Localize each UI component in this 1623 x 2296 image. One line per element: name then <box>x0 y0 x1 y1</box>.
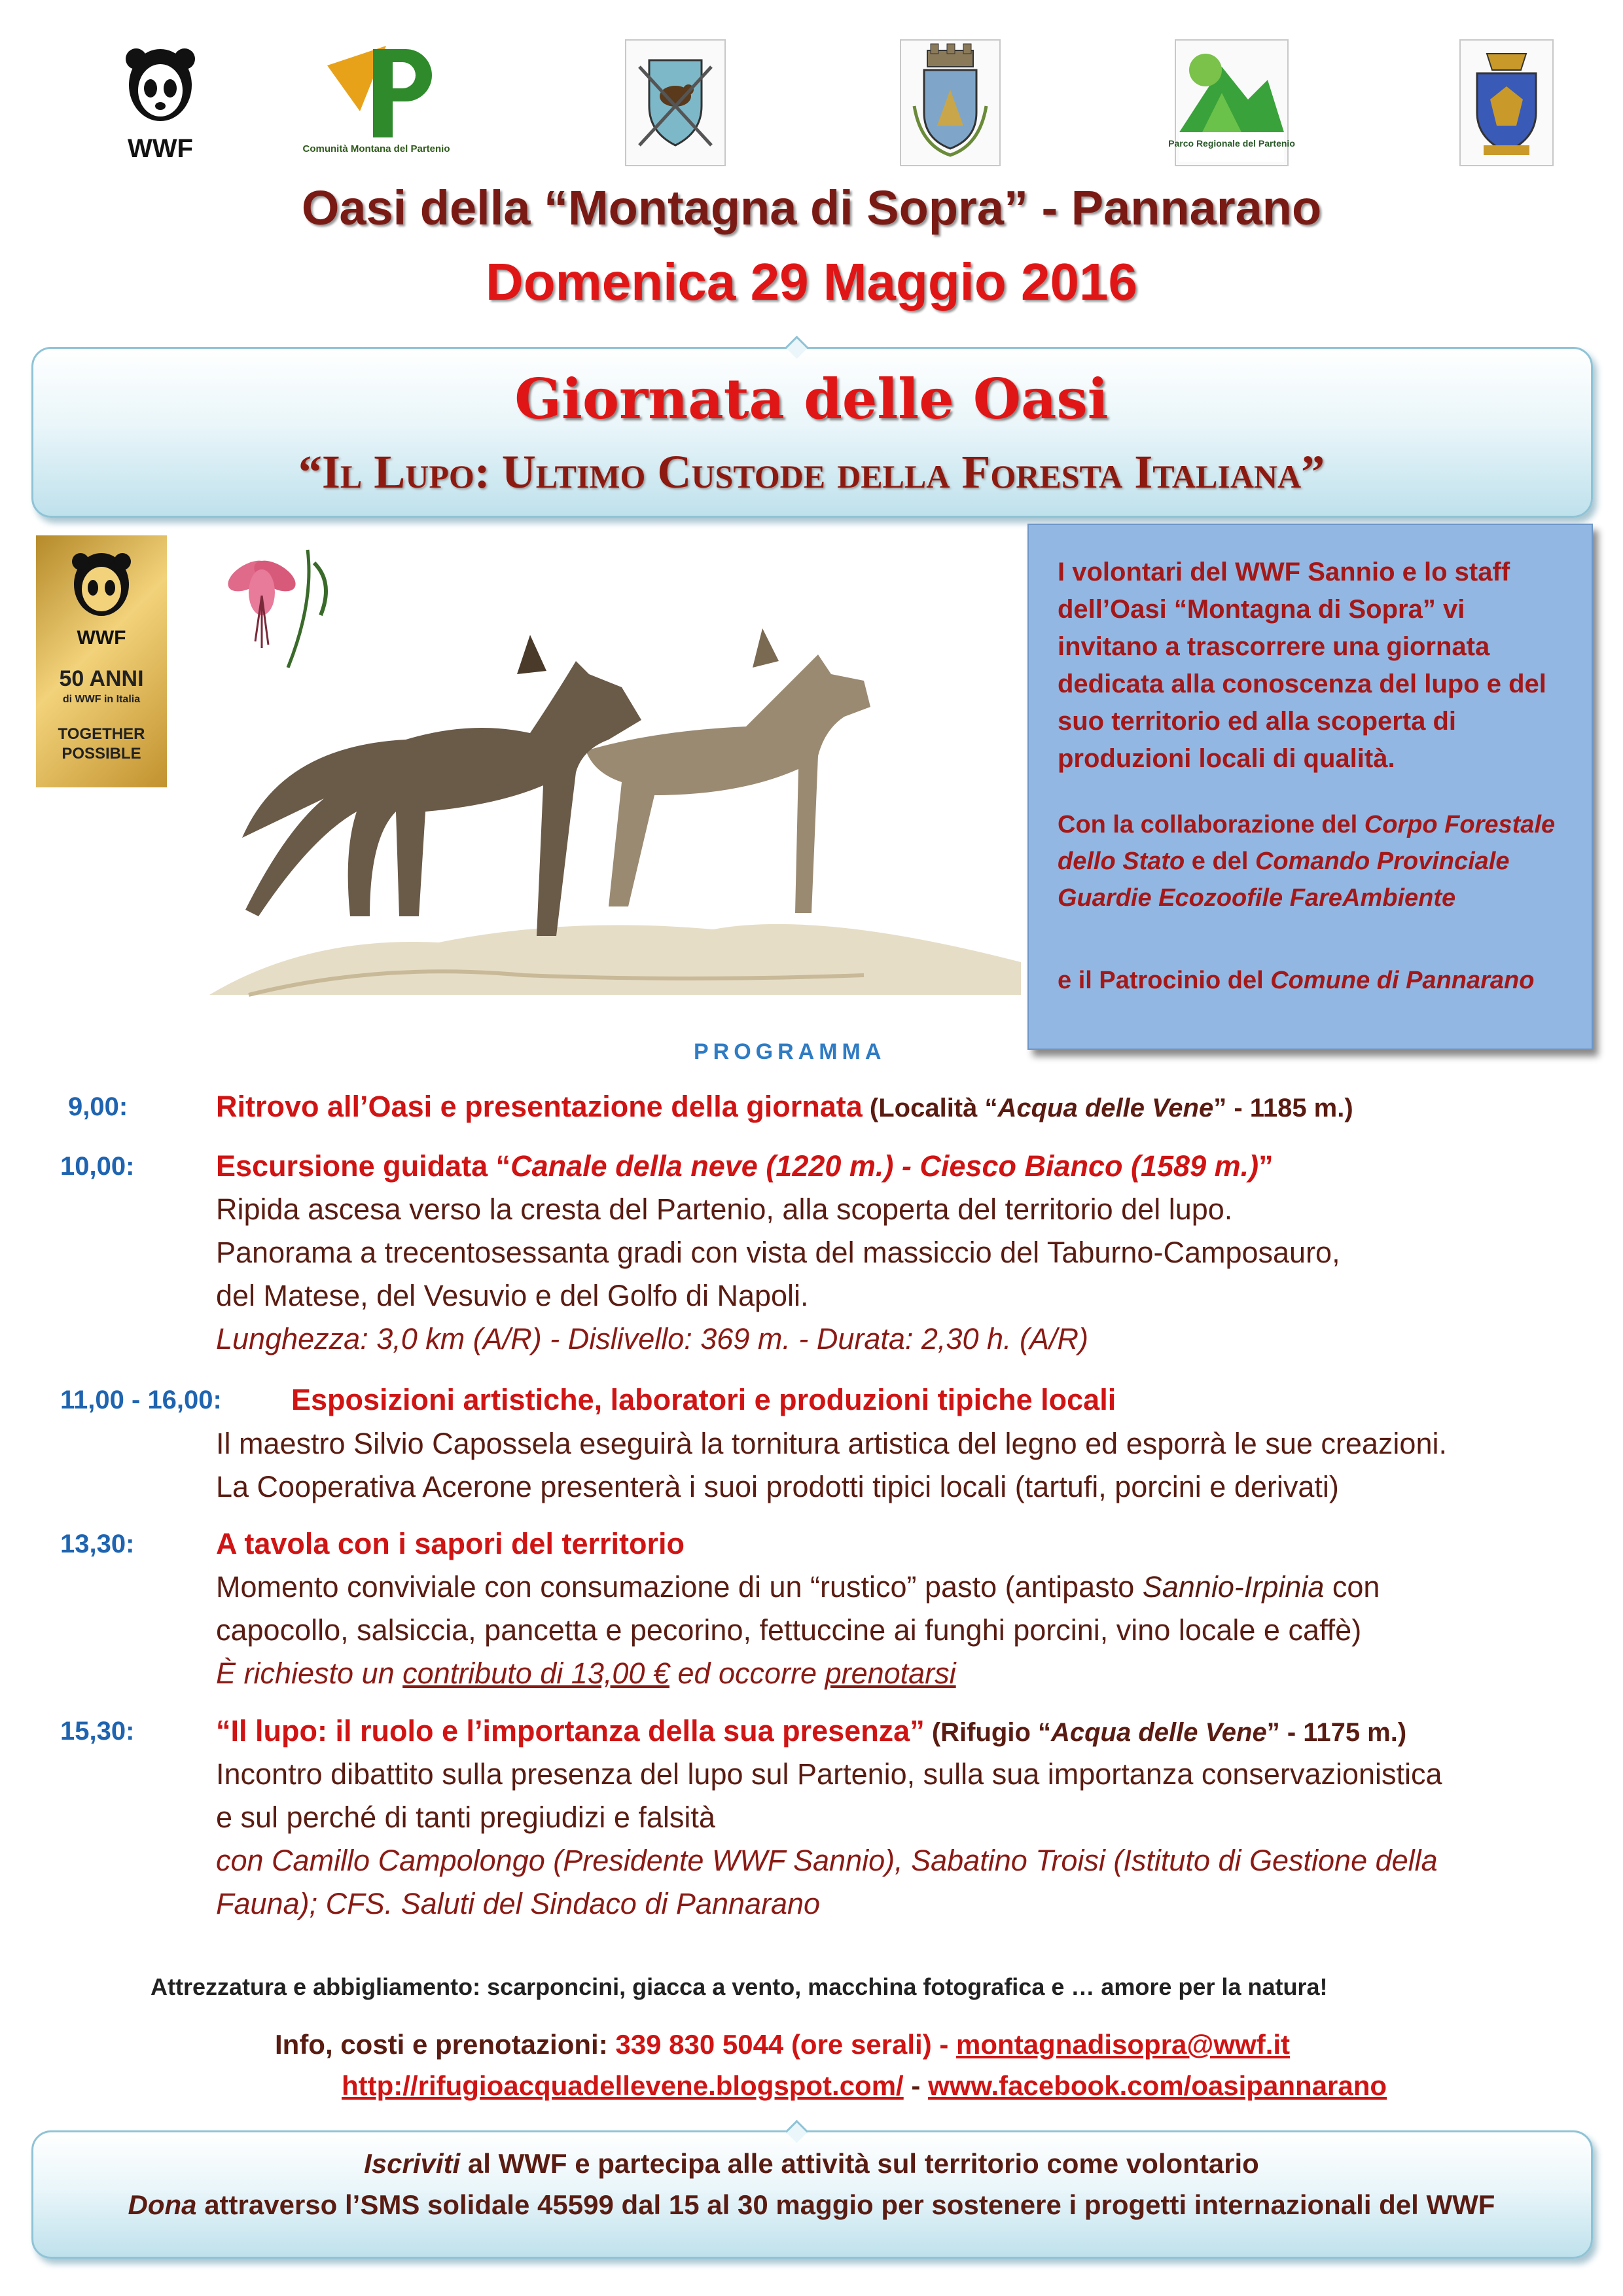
event3-title: Esposizioni artistiche, laboratori e produzioni tipiche locali <box>291 1383 1116 1416</box>
event5-line3: con Camillo Campolongo (Presidente WWF Sannio), Sabatino Troisi (Istituto di Gestione della <box>216 1844 1438 1877</box>
event3-time: 11,00 - 16,00: <box>60 1386 222 1414</box>
event5-line4: Fauna); CFS. Saluti del Sindaco di Pannarano <box>216 1887 821 1920</box>
event4-line2: capocollo, salsiccia, pancetta e pecorino, fettuccine ai funghi porcini, vino locale e caffè) <box>216 1613 1362 1647</box>
wwf-panda-logo <box>111 39 209 164</box>
badge-possible: POSSIBLE <box>62 745 141 762</box>
event3-line1: Il maestro Silvio Capossela eseguirà la tornitura artistica del legno ed esporrà le sue creazioni. <box>216 1427 1447 1460</box>
programma-label: PROGRAMMA <box>694 1039 886 1064</box>
info-intro: I volontari del WWF Sannio e lo staff dell’Oasi “Montagna di Sopra” vi invitano a trascorrere una giornata dedicata alla conoscenza del lupo e del suo territorio ed alla scoperta di produzioni locali di qualità. <box>1058 558 1546 773</box>
badge-together: TOGETHER <box>58 725 145 743</box>
contact-info: Info, costi e prenotazioni: 339 830 5044 (ore serali) - montagnadisopra@wwf.it <box>275 2029 1291 2060</box>
support-line1: Iscriviti al WWF e partecipa alle attività sul territorio come volontario <box>364 2148 1259 2179</box>
event1-title: Ritrovo all’Oasi e presentazione della giornata (Località “Acqua delle Vene” - 1185 m.) <box>216 1090 1353 1123</box>
info-collaboration: Con la collaborazione del Corpo Forestale dello Stato e del Comando Provinciale Guardie Ecozoofile FareAmbiente <box>1058 811 1556 912</box>
banner-subtitle: “Il Lupo: Ultimo Custode della Foresta Italiana” <box>298 446 1325 498</box>
event2-line4: Lunghezza: 3,0 km (A/R) - Dislivello: 369 m. - Durata: 2,30 h. (A/R) <box>216 1322 1088 1355</box>
email-link[interactable]: montagnadisopra@wwf.it <box>956 2029 1291 2060</box>
event2-line2: Panorama a trecentosessanta gradi con vista del massiccio del Taburno-Camposauro, <box>216 1236 1340 1269</box>
event4-line1: Momento conviviale con consumazione di un “rustico” pasto (antipasto Sannio-Irpinia con <box>216 1570 1380 1604</box>
regional-crest-logo <box>1459 39 1554 166</box>
event5-line1: Incontro dibattito sulla presenza del lupo sul Partenio, sulla sua importanza conservazionistica <box>216 1757 1442 1791</box>
event3-line2: La Cooperativa Acerone presenterà i suoi prodotti tipici locali (tartufi, porcini e derivati) <box>216 1470 1339 1503</box>
info-patronage: e il Patrocinio del Comune di Pannarano <box>1058 967 1535 994</box>
svg-text:Parco Regionale del Partenio: Parco Regionale del Partenio <box>1168 138 1295 149</box>
badge-anni: 50 ANNI <box>59 666 144 691</box>
blog-link[interactable]: http://rifugioacquadellevene.blogspot.com/ <box>342 2070 904 2101</box>
badge-di: di WWF in Italia <box>62 694 141 705</box>
event2-time: 10,00: <box>60 1152 135 1181</box>
event1-time: 9,00: <box>68 1092 128 1121</box>
provincial-crest-logo <box>625 39 726 166</box>
badge-panda-icon <box>36 535 167 640</box>
facebook-link[interactable]: www.facebook.com/oasipannarano <box>928 2070 1387 2101</box>
event4-line3: È richiesto un contributo di 13,00 € ed occorre prenotarsi <box>216 1657 956 1690</box>
event4-title: A tavola con i sapori del territorio <box>216 1527 685 1560</box>
event2-title: Escursione guidata “Canale della neve (1220 m.) - Ciesco Bianco (1589 m.)” <box>216 1149 1274 1183</box>
event5-time: 15,30: <box>60 1717 135 1746</box>
equipment-note: Attrezzatura e abbigliamento: scarponcini, giacca a vento, macchina fotografica e … amore per la natura! <box>151 1973 1328 2000</box>
event5-title: “Il lupo: il ruolo e l’importanza della sua presenza” (Rifugio “Acqua delle Vene” - 1175 m.) <box>216 1714 1407 1748</box>
event5-line2: e sul perché di tanti pregiudizi e falsità <box>216 1801 715 1834</box>
badge-wwf: WWF <box>77 627 126 649</box>
web-links: http://rifugioacquadellevene.blogspot.com/ - www.facebook.com/oasipannarano <box>342 2070 1387 2101</box>
svg-text:WWF: WWF <box>128 134 193 163</box>
pannarano-coat-of-arms <box>900 39 1001 166</box>
event4-time: 13,30: <box>60 1530 135 1558</box>
event-location-title: Oasi della “Montagna di Sopra” - Pannarano <box>301 181 1322 235</box>
parco-partenio-logo <box>1168 39 1295 166</box>
svg-text:Comunità Montana del Partenio: Comunità Montana del Partenio <box>302 143 450 154</box>
comunita-montana-logo <box>302 39 450 164</box>
wwf-50-anni-badge <box>36 535 167 787</box>
support-line2: Dona attraverso l’SMS solidale 45599 dal 15 al 30 maggio per sostenere i progetti internazionali del WWF <box>128 2189 1495 2220</box>
event-date-title: Domenica 29 Maggio 2016 <box>486 253 1137 311</box>
event2-line1: Ripida ascesa verso la cresta del Partenio, alla scoperta del territorio del lupo. <box>216 1193 1233 1226</box>
wolves-illustration <box>209 576 1021 1034</box>
banner-title: Giornata delle Oasi <box>514 367 1109 431</box>
event2-line3: del Matese, del Vesuvio e del Golfo di Napoli. <box>216 1279 809 1312</box>
